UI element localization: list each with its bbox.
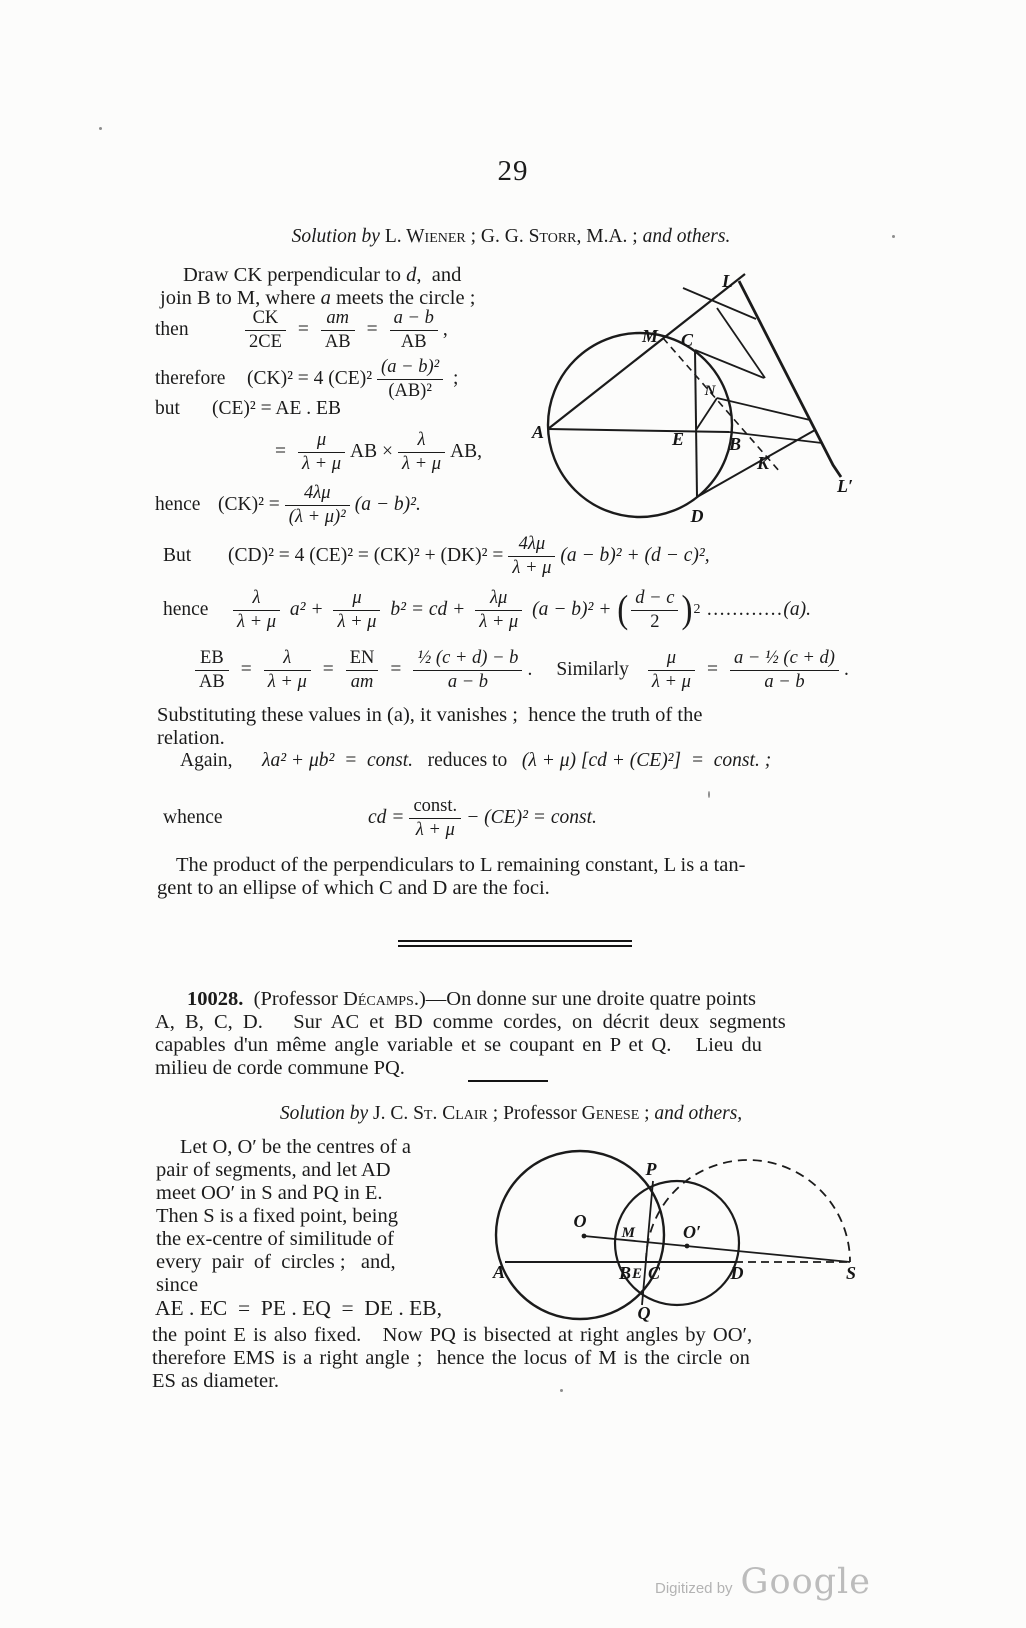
equation-product: = $\frac{\mu}{\lambda + \mu}$ AB × $\frac{\lambda}{\lambda + \mu}$ AB, <box>275 430 483 474</box>
label-K: K <box>756 453 770 473</box>
solution2-line: the ex-centre of similitude of <box>156 1228 394 1250</box>
fraction: $\frac{\mu}{\lambda + \mu}$ <box>333 588 380 632</box>
label-M: M <box>621 1225 635 1241</box>
problem-line4: milieu de corde commune PQ. <box>155 1057 405 1079</box>
label-O-prime: O′ <box>683 1222 702 1242</box>
point-O-prime <box>685 1244 690 1249</box>
substituting-line2: relation. <box>157 727 225 749</box>
problem-number: 10028. <box>187 988 244 1010</box>
solution1-paragraph-line1: Draw CK perpendicular to d, and <box>183 264 462 286</box>
fraction: λ λ + μ <box>233 588 280 632</box>
equation-ae-ec: AE . EC = PE . EQ = DE . EB, <box>155 1296 443 1320</box>
fraction: $\frac{\mu}{\lambda + \mu}$ <box>298 430 345 474</box>
label-O: O <box>573 1211 587 1231</box>
equation-cd: But (CD)² = 4 (CE)² = (CK)² + (DK)² = $\frac{4\lambda\mu}{\lambda + \mu}$ (a − b)² + (d − c)², <box>163 534 710 578</box>
fraction: $\frac{4\lambda\mu}{\text{(λ + μ)²}}$ <box>285 483 350 527</box>
scan-speck <box>892 235 895 238</box>
problem-line2: A, B, C, D. Sur AC et BD comme cordes, on décrit deux segments <box>155 1011 786 1033</box>
label-B: B <box>618 1263 632 1283</box>
line-L-Lprime <box>739 281 841 477</box>
label-A: A <box>531 422 545 442</box>
label-D: D <box>730 1263 744 1283</box>
fraction: $\frac{\mu}{\lambda + \mu}$ <box>648 648 695 692</box>
fraction: $\frac{\text{a − ½ (c + d)}}{a - b}$ <box>730 648 839 692</box>
perpendicular-from-C <box>695 350 764 378</box>
line-A-M-L <box>548 274 745 429</box>
conclusion-line2: gent to an ellipse of which C and D are the foci. <box>157 877 550 899</box>
label-E: E <box>671 429 684 449</box>
equation-therefore: therefore (CK)² = 4 (CE)² (a − b)² (AB)² ; <box>155 357 459 401</box>
point-O <box>582 1234 587 1239</box>
diagram-two-circles-locus-figure <box>465 1115 885 1327</box>
fraction: d − c 2 <box>631 588 678 632</box>
label-L-prime: L′ <box>837 476 854 496</box>
fraction: $\frac{4\lambda\mu}{\lambda + \mu}$ <box>508 534 555 578</box>
big-paren-right: ) <box>681 588 693 632</box>
big-paren-left: ( <box>617 588 629 632</box>
circle <box>548 333 732 517</box>
fraction: $\frac{\lambda\mu}{\lambda + \mu}$ <box>475 588 522 632</box>
solution2-line: meet OO′ in S and PQ in E. <box>156 1182 383 1204</box>
section-divider-rule <box>398 940 632 947</box>
equation-but: but (CE)² = AE . EB <box>155 398 341 419</box>
label-A: A <box>492 1262 506 1282</box>
fraction: (a − b)² (AB)² <box>377 357 443 401</box>
solution2-line: every pair of circles ; and, <box>156 1251 396 1273</box>
label-C: C <box>647 1263 661 1283</box>
label-L: L <box>722 271 733 291</box>
solution2-line: pair of segments, and let AD <box>156 1159 391 1181</box>
scan-speck <box>708 791 710 798</box>
fraction: $\frac{EB}{AB}$ <box>195 648 229 692</box>
label-N: N <box>704 383 716 399</box>
conclusion-line1: The product of the perpendiculars to L remaining constant, L is a tan- <box>176 854 746 876</box>
equation-hence2: hence λ λ + μ a² + $\frac{\mu}{\lambda + \mu}$ b² = cd + $\frac{\lambda\mu}{\lambda + \mu}$ (a − b)² + ( d − c 2 ) 2 ............ (a). <box>163 588 811 632</box>
line-AB <box>548 429 729 432</box>
equation-then: then $\frac{CK}{2CE}$ = $\frac{am}{AB}$ = $\frac{a - b}{AB}$ , <box>155 308 448 352</box>
equation-whence: whence cd = const. λ + μ − (CE)² = const. <box>163 796 597 840</box>
fraction: $\frac{EN}{am}$ <box>346 648 379 692</box>
problem-author: Décamps <box>343 988 414 1010</box>
solution2-byline: Solution by J. C. St. Clair ; Professor Genese ; and others, <box>279 1103 743 1124</box>
dashed-locus-circle-ES <box>646 1160 850 1262</box>
diagram-circle-tangent-figure <box>500 245 870 530</box>
circle-O <box>496 1151 664 1319</box>
segment-EN <box>696 398 717 430</box>
label-E: E <box>631 1266 643 1282</box>
label-B: B <box>728 434 742 454</box>
byline-prefix: Solution by <box>291 226 385 247</box>
label-M: M <box>641 326 659 346</box>
equation-eb-ab: $\frac{EB}{AB}$ = $\frac{\lambda}{\lambda + \mu}$ = $\frac{EN}{am}$ = $\frac{\text{½ (c + d) − b}}{a - b}$ . Similarly $\frac{\mu}{\lambda + \mu}$ = $\frac{\text{a − ½ (c + d)}}{a - b}$ . <box>190 648 849 692</box>
label-S: S <box>845 1263 857 1283</box>
fraction: const. λ + μ <box>409 796 461 840</box>
equation-hence1: hence (CK)² = $\frac{4\lambda\mu}{\text{(λ + μ)²}}$ (a − b)². <box>155 483 421 527</box>
watermark-digitized-by: Digitized by <box>655 1580 733 1597</box>
google-logo: Google <box>740 1562 871 1602</box>
solution1-paragraph-line2: join B to M, where a meets the circle ; <box>160 287 476 309</box>
equation-again: Again, λa² + μb² = const. reduces to (λ + μ) [cd + (CE)²] = const. ; <box>180 750 772 771</box>
substituting-line1: Substituting these values in (a), it vanishes ; hence the truth of the <box>157 704 703 726</box>
fraction: $\frac{a - b}{AB}$ <box>390 308 438 352</box>
problem-line3: capables d'un même angle variable et se coupant en P et Q. Lieu du <box>155 1034 762 1056</box>
circle-O-prime <box>615 1181 739 1305</box>
label-P: P <box>645 1159 657 1179</box>
solution2-line: since <box>156 1274 199 1296</box>
watermark <box>655 1562 871 1602</box>
fraction: $\frac{\lambda}{\lambda + \mu}$ <box>398 430 445 474</box>
final-line3: ES as diameter. <box>152 1370 279 1392</box>
fraction: $\frac{am}{AB}$ <box>321 308 355 352</box>
scan-speck <box>99 127 102 130</box>
fraction: $\frac{\lambda}{\lambda + \mu}$ <box>264 648 311 692</box>
fraction: $\frac{\text{½ (c + d) − b}}{a - b}$ <box>413 648 522 692</box>
line-CD <box>695 350 697 497</box>
label-D: D <box>690 506 704 526</box>
label-C: C <box>680 330 694 350</box>
problem-number-line: 10028. (Professor Décamps.)—On donne sur une droite quatre points <box>187 988 757 1010</box>
byline-authors: L. Wiener ; G. G. Storr, M.A. ; <box>384 226 643 247</box>
dashed-line-M-K <box>663 338 780 472</box>
problem-end-rule <box>468 1080 548 1082</box>
page-number: 29 <box>497 155 529 187</box>
fraction: $\frac{CK}{2CE}$ <box>245 308 286 352</box>
scan-speck <box>560 1389 563 1392</box>
solution2-line: Let O, O′ be the centres of a <box>180 1136 412 1158</box>
byline-others: and others. <box>642 226 731 247</box>
label-Q: Q <box>637 1303 651 1323</box>
final-line1: the point E is also fixed. Now PQ is bisected at right angles by OO′, <box>152 1324 753 1346</box>
final-line2: therefore EMS is a right angle ; hence the locus of M is the circle on <box>152 1347 750 1369</box>
solution2-line: Then S is a fixed point, being <box>156 1205 398 1227</box>
